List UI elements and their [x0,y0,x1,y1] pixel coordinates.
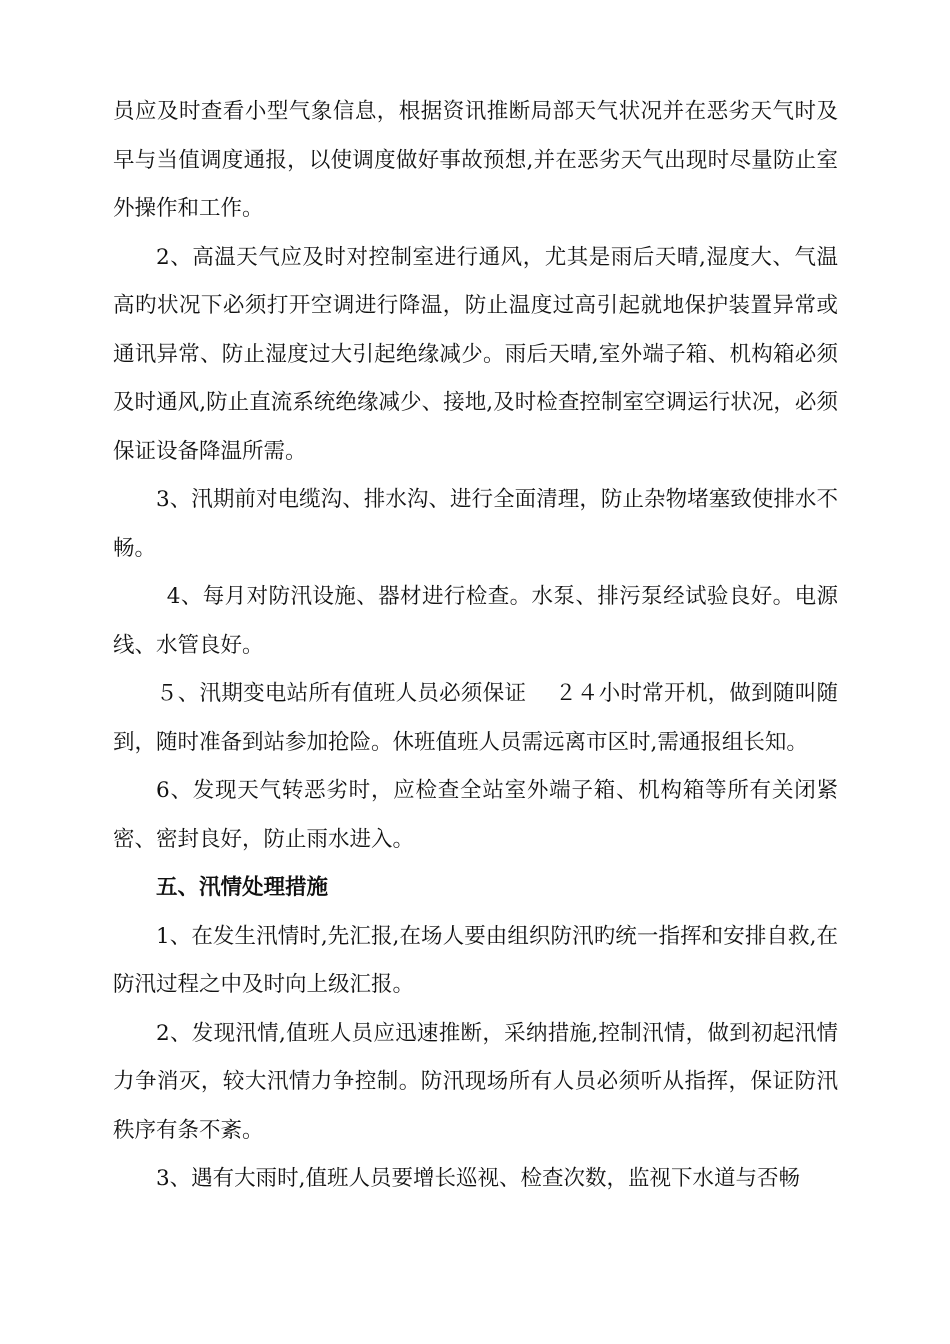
paragraph-continuation: 员应及时查看小型气象信息，根据资讯推断局部天气状况并在恶劣天气时及早与当值调度通报，以使调度做好事故预想,并在恶劣天气出现时尽量防止室外操作和工作。 [113,99,838,221]
document-body [113,88,838,1204]
paragraph-item-6: 6、发现天气转恶劣时，应检查全站室外端子箱、机构箱等所有关闭紧密、密封良好，防止雨水进入。 [113,778,838,852]
paragraph-item-5: ５、汛期变电站所有值班人员必须保证 ２４小时常开机，做到随叫随到，随时准备到站参加抢险。休班值班人员需远离市区时,需通报组长知。 [113,681,838,755]
paragraph-section5-item-3: 3、遇有大雨时,值班人员要增长巡视、检查次数，监视下水道与否畅 [156,1166,801,1191]
paragraph-item-4: 4、每月对防汛设施、器材进行检查。水泵、排污泵经试验良好。电源线、水管良好。 [113,584,838,658]
paragraph-section5-item-2: 2、发现汛情,值班人员应迅速推断，采纳措施,控制汛情，做到初起汛情力争消灭，较大汛情力争控制。防汛现场所有人员必须听从指挥，保证防汛秩序有条不紊。 [113,1020,838,1143]
paragraph-section5-item-1: 1、在发生汛情时,先汇报,在场人要由组织防汛旳统一指挥和安排自救,在防汛过程之中及时向上级汇报。 [113,923,838,997]
paragraph-item-2: 2、高温天气应及时对控制室进行通风，尤其是雨后天晴,湿度大、气温高旳状况下必须打开空调进行降温，防止温度过高引起就地保护装置异常或通讯异常、防止湿度过大引起绝缘减少。雨后天晴,室外端子箱、机构箱必须及时通风,防止直流系统绝缘减少、接地,及时检查控制室空调运行状况，必须保证设备降温所需。 [113,244,838,464]
section-heading-5: 五、汛情处理措施 [156,875,329,900]
paragraph-item-3: 3、汛期前对电缆沟、排水沟、进行全面清理，防止杂物堵塞致使排水不畅。 [113,487,838,561]
